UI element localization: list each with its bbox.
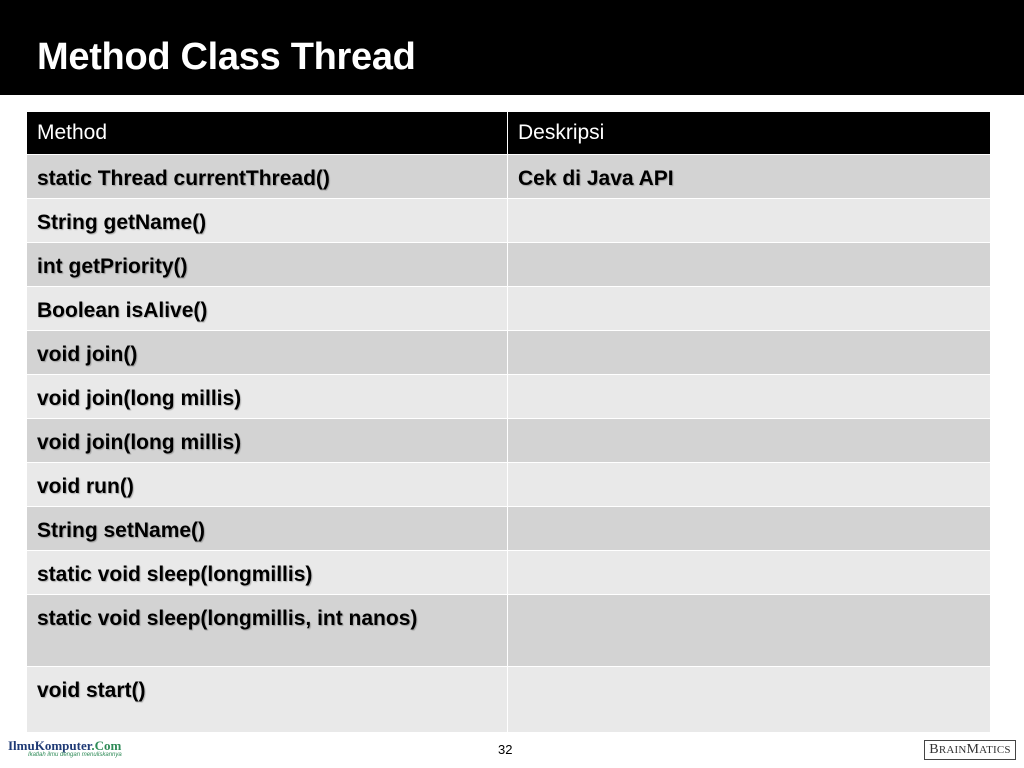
method-cell: int getPriority() bbox=[27, 243, 508, 287]
table-header-row bbox=[27, 112, 991, 155]
description-cell: Cek di Java API bbox=[508, 155, 991, 199]
table-row bbox=[27, 667, 991, 733]
description-cell bbox=[508, 419, 991, 463]
methods-table bbox=[26, 111, 991, 733]
method-cell: static Thread currentThread() bbox=[27, 155, 508, 199]
logo-left-name: IlmuKomputer bbox=[8, 738, 92, 753]
slide-title: Method Class Thread bbox=[37, 36, 416, 78]
table-row bbox=[27, 155, 991, 199]
description-cell bbox=[508, 463, 991, 507]
title-bar bbox=[0, 0, 1024, 95]
table-row bbox=[27, 331, 991, 375]
table-row bbox=[27, 199, 991, 243]
description-cell bbox=[508, 331, 991, 375]
table-row bbox=[27, 595, 991, 667]
logo-left-suffix: .Com bbox=[91, 738, 122, 753]
description-cell bbox=[508, 667, 991, 733]
description-cell bbox=[508, 375, 991, 419]
logo-right-b: B bbox=[929, 742, 939, 757]
table-row bbox=[27, 375, 991, 419]
description-cell bbox=[508, 243, 991, 287]
description-cell bbox=[508, 287, 991, 331]
method-cell: void join(long millis) bbox=[27, 419, 508, 463]
logo-right-m: M bbox=[966, 742, 980, 757]
table-row bbox=[27, 419, 991, 463]
table-row bbox=[27, 551, 991, 595]
method-cell: void run() bbox=[27, 463, 508, 507]
method-cell: String getName() bbox=[27, 199, 508, 243]
method-cell: static void sleep(longmillis) bbox=[27, 551, 508, 595]
header-deskripsi: Deskripsi bbox=[508, 112, 991, 155]
description-cell bbox=[508, 507, 991, 551]
page-number: 32 bbox=[498, 742, 513, 757]
ilmukomputer-logo bbox=[8, 738, 128, 762]
brainmatics-logo bbox=[924, 740, 1016, 760]
logo-left-tagline: Ikatlah ilmu dengan menuliskannya bbox=[28, 752, 122, 758]
table-row bbox=[27, 463, 991, 507]
logo-right-rain: RAIN bbox=[938, 744, 967, 756]
method-cell: static void sleep(longmillis, int nanos) bbox=[27, 595, 508, 667]
method-cell: String setName() bbox=[27, 507, 508, 551]
table-row bbox=[27, 507, 991, 551]
method-cell: void join() bbox=[27, 331, 508, 375]
description-cell bbox=[508, 595, 991, 667]
method-cell: void start() bbox=[27, 667, 508, 733]
logo-right-atics: ATICS bbox=[979, 744, 1011, 756]
table-row bbox=[27, 243, 991, 287]
description-cell bbox=[508, 199, 991, 243]
description-cell bbox=[508, 551, 991, 595]
method-cell: Boolean isAlive() bbox=[27, 287, 508, 331]
method-cell: void join(long millis) bbox=[27, 375, 508, 419]
table-row bbox=[27, 287, 991, 331]
header-method: Method bbox=[27, 112, 508, 155]
